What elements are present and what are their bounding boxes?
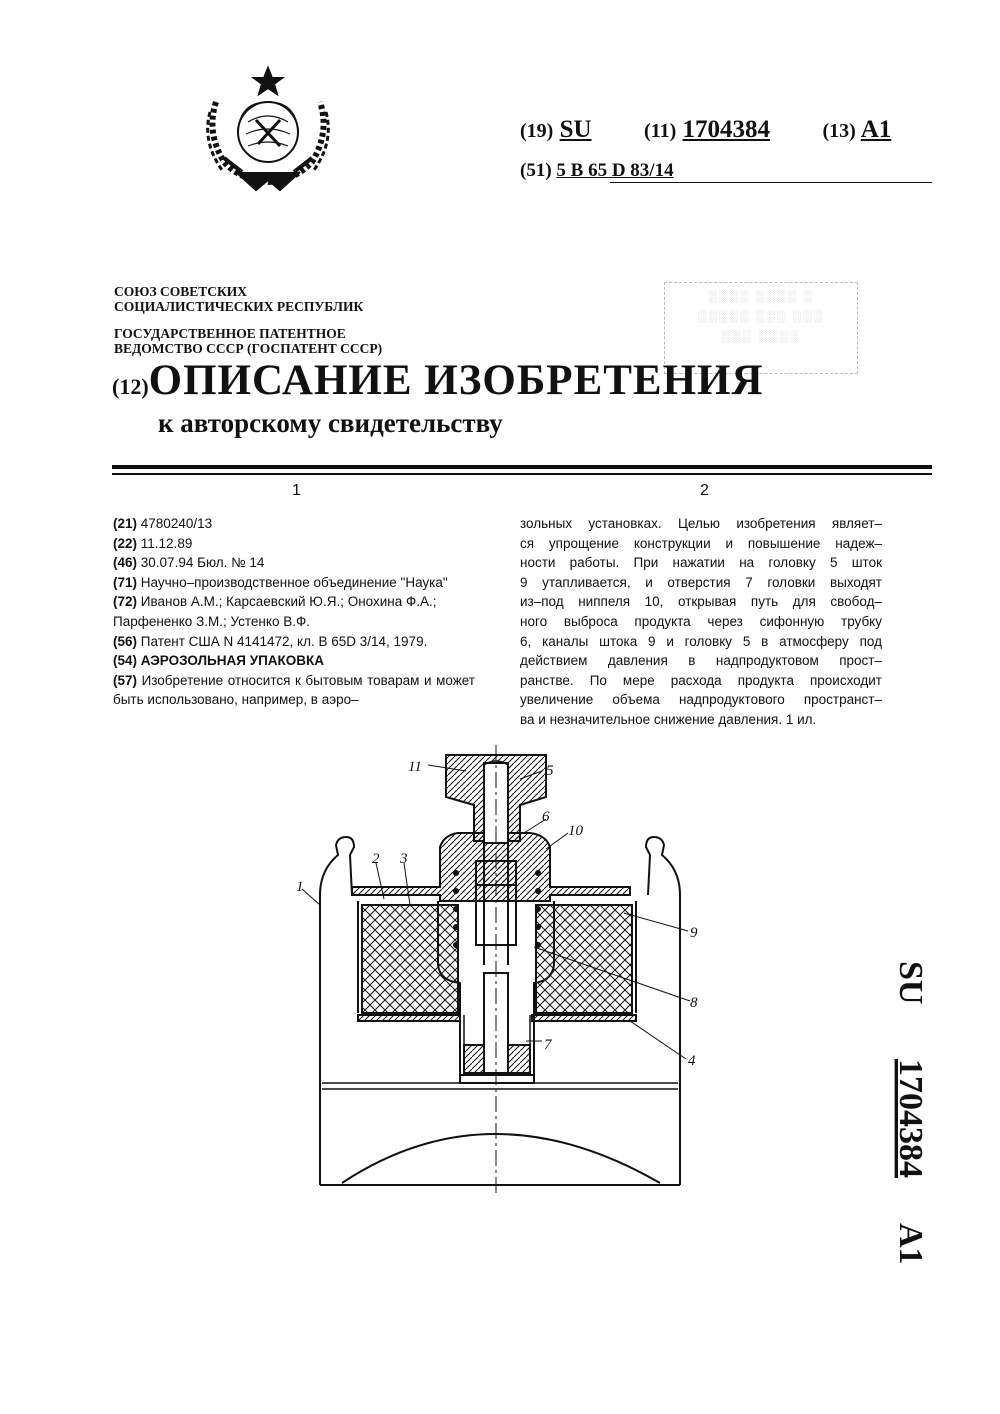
biblio-entry: [113, 573, 475, 593]
column-number-right: 2: [700, 482, 709, 499]
figure-label: 5: [546, 763, 554, 779]
biblio-entry: [113, 534, 475, 554]
abstract-line: увеличение объема надпродуктового пространст–: [520, 692, 882, 708]
bibliographic-data: [113, 514, 475, 710]
abstract-line: ранстве. По мере расхода продукта происходит: [520, 672, 882, 688]
biblio-entry: [113, 553, 475, 573]
biblio-entry: [113, 514, 475, 534]
biblio-text: Патент США N 4141472, кл. B 65D 3/14, 1979.: [140, 633, 428, 649]
figure-label: 10: [568, 823, 583, 839]
biblio-text: Научно–производственное объединение "Наука": [140, 574, 448, 590]
side-country: SU: [892, 961, 929, 1005]
figure-label: 11: [408, 759, 422, 775]
figure-label: 1: [296, 879, 304, 895]
biblio-code: (72): [113, 594, 138, 610]
abstract-line: ности работы. При нажатии на головку 5 шток: [520, 555, 882, 571]
abstract-line: ного выброса продукта через сифонную трубку: [520, 613, 882, 629]
figure-label: 6: [542, 809, 550, 825]
side-identifier: [880, 955, 940, 1275]
abstract-line: ва и незначительное снижение давления. 1 ил.: [520, 711, 817, 727]
figure-label: 7: [544, 1037, 552, 1053]
biblio-entry: [113, 671, 475, 710]
abstract-continuation: [520, 514, 882, 730]
figure-label: 4: [688, 1053, 696, 1069]
title-rule-thin: [112, 473, 932, 475]
document-title: [112, 356, 764, 405]
figure-label: 8: [690, 995, 698, 1011]
side-number: 1704384: [892, 1059, 929, 1178]
abstract-line: действием давления в надпродуктовом прост–: [520, 653, 882, 669]
org-union: [114, 284, 363, 314]
kind-label: (13): [822, 120, 856, 142]
figure-label: 3: [400, 851, 408, 867]
aerosol-package-drawing: [280, 745, 720, 1195]
biblio-code: (57): [113, 672, 138, 688]
abstract-line: из–под ниппеля 10, открывая путь для свобод–: [520, 594, 882, 610]
ipc-line: [520, 160, 940, 182]
document-subtitle: к авторскому свидетельству: [158, 408, 503, 438]
biblio-code: (22): [113, 535, 138, 551]
biblio-entry: [113, 632, 475, 652]
title-rule-thick: [112, 465, 932, 469]
country-label: (19): [520, 120, 554, 142]
ipc-rule: [610, 182, 932, 183]
biblio-code: (71): [113, 574, 138, 590]
kind-code: A1: [860, 116, 892, 143]
side-kind: A1: [892, 1223, 929, 1265]
biblio-text: 30.07.94 Бюл. № 14: [140, 555, 265, 571]
org-line-1: СОЮЗ СОВЕТСКИХ: [114, 284, 248, 299]
title-main: ОПИСАНИЕ ИЗОБРЕТЕНИЯ: [148, 357, 764, 404]
abstract-line: ся упрощение конструкции и повышение надеж–: [520, 535, 882, 551]
figure-label: 2: [372, 851, 380, 867]
biblio-entry: [113, 651, 475, 671]
library-stamp: ░░░░ ░░░░ ░ ░░░░░ ░░░ ░░░ ░░░ ░░░░: [664, 282, 858, 374]
biblio-code: (54): [113, 653, 138, 669]
abstract-start: Изобретение относится к бытовым товарам и может быть использовано, например, в аэро–: [113, 672, 475, 708]
biblio-text: Иванов А.М.; Карсаевский Ю.Я.; Онохина Ф.А.; Парфененко З.М.; Устенко В.Ф.: [113, 594, 437, 629]
biblio-text: 4780240/13: [140, 516, 213, 531]
number-label: (11): [644, 120, 677, 142]
abstract-line: зольных установках. Целью изобретения являет–: [520, 516, 882, 531]
biblio-code: (21): [113, 516, 138, 531]
ussr-emblem: [196, 62, 340, 200]
biblio-text: 11.12.89: [140, 535, 193, 551]
org-line-4: ВЕДОМСТВО СССР (ГОСПАТЕНТ СССР): [114, 341, 383, 356]
biblio-code: (56): [113, 633, 138, 649]
ipc-label: (51): [520, 160, 552, 181]
abstract-line: 9 утапливается, и отверстия 7 головки выходят: [520, 574, 882, 590]
figure-label: 9: [690, 925, 698, 941]
publication-code-line: [520, 116, 940, 144]
biblio-entry: [113, 592, 475, 631]
org-line-3: ГОСУДАРСТВЕННОЕ ПАТЕНТНОЕ: [114, 326, 346, 341]
invention-title: АЭРОЗОЛЬНАЯ УПАКОВКА: [140, 653, 325, 669]
title-label: (12): [112, 374, 149, 399]
patent-number: 1704384: [682, 116, 771, 143]
country-code: SU: [559, 116, 592, 143]
org-line-2: СОЦИАЛИСТИЧЕСКИХ РЕСПУБЛИК: [114, 299, 364, 314]
column-number-left: 1: [292, 482, 301, 499]
org-office: [114, 326, 382, 356]
ipc-class: 5 B 65 D 83/14: [556, 160, 674, 181]
biblio-code: (46): [113, 555, 138, 571]
abstract-line: 6, каналы штока 9 и головку 5 в атмосферу под: [520, 633, 882, 649]
